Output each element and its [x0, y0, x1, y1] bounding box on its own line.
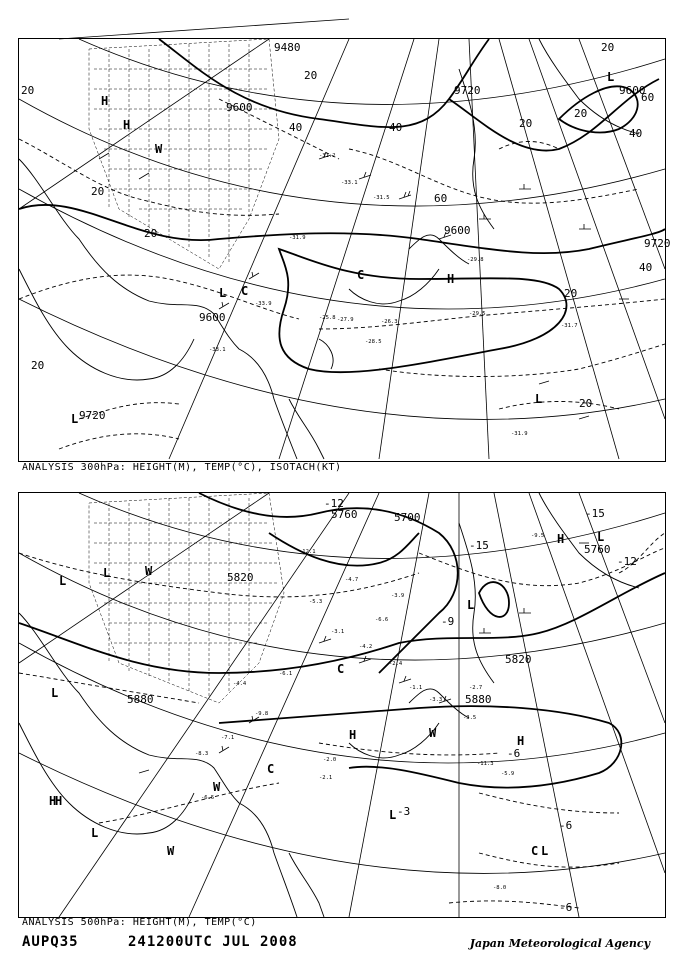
pressure-system-label: W: [213, 780, 221, 794]
wind-barbs: [99, 152, 629, 419]
pressure-system-label: C: [531, 844, 539, 858]
temperature-value: -33.1: [209, 347, 226, 353]
temperature-value: -33.1: [341, 180, 358, 186]
isotach-label: 20: [574, 107, 588, 120]
product-code: AUPQ35: [22, 934, 79, 950]
pressure-system-label: L: [535, 392, 543, 406]
pressure-system-label: L: [71, 412, 79, 426]
temperature-value: -33.9: [255, 301, 272, 307]
isotherm-label: -12: [617, 555, 637, 568]
pressure-system-label: L: [59, 574, 67, 588]
temperature-value: -6.6: [375, 617, 389, 623]
temperature-value: -7.1: [221, 735, 235, 741]
isotherm-label: -6: [559, 819, 573, 832]
temperature-value: -26.3: [381, 319, 398, 325]
caption-500hpa: ANALYSIS 500hPa: HEIGHT(M), TEMP(°C): [22, 917, 257, 928]
temperature-value: -2.7: [469, 685, 483, 691]
pressure-system-label: H: [101, 94, 109, 108]
isotach-label: 20: [91, 185, 105, 198]
pressure-system-label: H: [349, 728, 357, 742]
height-label: 9720: [454, 84, 481, 97]
temperature-value: -4.7: [345, 577, 359, 583]
height-label: 9600: [444, 224, 471, 237]
isotherm-label: -6: [507, 747, 521, 760]
temperature-value: -27.9: [337, 317, 354, 323]
pressure-system-label: H: [55, 794, 63, 808]
pressure-system-label: W: [145, 564, 153, 578]
temperature-value: -25.8: [319, 315, 336, 321]
isotach-label: 20: [31, 359, 45, 372]
height-label-group: [79, 41, 671, 422]
temperature-value: -9.8: [255, 711, 269, 717]
isotach-label: 20: [144, 227, 158, 240]
pressure-system-label: C: [337, 662, 345, 676]
temperature-value: -4.4: [233, 681, 247, 687]
temperature-value: -8.0: [493, 885, 507, 891]
pressure-system-label: L: [541, 844, 549, 858]
temperature-value: -31.5: [373, 195, 390, 201]
isotach-label: 20: [304, 69, 318, 82]
temperature-value: -6.1: [279, 671, 293, 677]
isotherms: [19, 99, 665, 449]
temperature-value: -3.1: [331, 629, 345, 635]
temperature-group: [209, 153, 578, 437]
caption-300hpa: ANALYSIS 300hPa: HEIGHT(M), TEMP(°C), ISOTACH(KT): [22, 462, 342, 473]
isotach-label: 60: [641, 91, 655, 104]
map-panel-300hpa: [18, 38, 671, 462]
pressure-system-label: H: [517, 734, 525, 748]
temperature-value: -31.9: [511, 431, 528, 437]
chart-300hpa: [19, 39, 671, 461]
pressure-system-label: H: [123, 118, 131, 132]
height-label: 5760: [331, 508, 358, 521]
isotherm-label: -6: [559, 901, 573, 914]
height-label: 9600: [619, 84, 646, 97]
isotach-label: 20: [519, 117, 533, 130]
pressure-system-label: W: [155, 142, 163, 156]
isotach-label: 40: [629, 127, 643, 140]
pressure-system-label: W: [167, 844, 175, 858]
temperature-value: -29.8: [467, 257, 484, 263]
pressure-system-label: L: [219, 286, 227, 300]
isotach-label: 20: [579, 397, 593, 410]
height-label: 9600: [226, 101, 253, 114]
isotach-label: 20: [564, 287, 578, 300]
height-label: 9600: [199, 311, 226, 324]
height-label: 5820: [505, 653, 532, 666]
graticule: [19, 493, 665, 917]
agency-name: Japan Meteorological Agency: [469, 937, 650, 950]
temperature-value: -3.3: [429, 697, 443, 703]
temperature-value: -12.1: [299, 549, 316, 555]
pressure-system-label: C: [241, 284, 249, 298]
pressure-system-label: L: [467, 598, 475, 612]
pressure-system-label: L: [91, 826, 99, 840]
temperature-value: -2.1: [319, 775, 333, 781]
isotherm-label: -15: [585, 507, 605, 520]
isotherms: [19, 533, 665, 908]
pressure-system-label: H: [557, 532, 565, 546]
temperature-value: -11.3: [477, 761, 494, 767]
pressure-system-label: H: [49, 794, 57, 808]
temperature-value: -2.0: [323, 757, 337, 763]
pressure-system-label: L: [51, 686, 59, 700]
pressure-system-label: L: [103, 566, 111, 580]
height-label: 5820: [227, 571, 254, 584]
isotach-label: 40: [389, 121, 403, 134]
valid-time: 241200UTC JUL 2008: [128, 934, 298, 950]
isotach-label: 40: [639, 261, 653, 274]
temperature-value: -3.9: [391, 593, 405, 599]
temperature-value: -31.2: [319, 153, 336, 159]
pressure-system-label: C: [267, 762, 275, 776]
temperature-value: -2.4: [389, 661, 403, 667]
temperature-value: -31.7: [561, 323, 578, 329]
isotherm-label: -12: [324, 497, 344, 510]
temperature-value: -29.5: [469, 311, 486, 317]
temperature-value: -9.5: [531, 533, 545, 539]
isotach-label: 20: [601, 41, 615, 54]
height-label: 5760: [584, 543, 611, 556]
height-label: 9720: [79, 409, 106, 422]
chart-500hpa: [19, 493, 665, 917]
pressure-system-label: W: [429, 726, 437, 740]
pressure-system-label: L: [389, 808, 397, 822]
isotach-label-group: [21, 41, 654, 410]
height-contours: [19, 493, 665, 788]
height-label: 9720: [644, 237, 671, 250]
isotherm-label: -9: [441, 615, 455, 628]
isotach-label: 40: [289, 121, 303, 134]
temperature-value: -8.3: [195, 751, 209, 757]
pressure-system-label: H: [447, 272, 455, 286]
height-label: 5880: [127, 693, 154, 706]
temperature-value: -3.5: [463, 715, 477, 721]
isotherm-label: -3: [397, 805, 411, 818]
height-label: 5700: [394, 511, 421, 524]
temperature-value: -28.5: [365, 339, 382, 345]
temperature-value: -5.3: [309, 599, 323, 605]
temperature-value: -6.5: [201, 795, 215, 801]
temperature-value: -31.9: [289, 235, 306, 241]
hatched-region: [89, 39, 279, 269]
pressure-system-label: C: [357, 268, 365, 282]
isotach-label: 20: [21, 84, 35, 97]
height-label: 5880: [465, 693, 492, 706]
temperature-value: -5.9: [501, 771, 515, 777]
map-panel-500hpa: [18, 492, 666, 918]
graticule: [19, 19, 665, 459]
pressure-system-label: L: [597, 530, 605, 544]
isotach-label: 60: [434, 192, 448, 205]
pressure-system-label: L: [607, 70, 615, 84]
isotherm-label: -15: [469, 539, 489, 552]
temperature-value: -1.1: [409, 685, 423, 691]
height-label: 9480: [274, 41, 301, 54]
temperature-value: -4.2: [359, 644, 373, 650]
